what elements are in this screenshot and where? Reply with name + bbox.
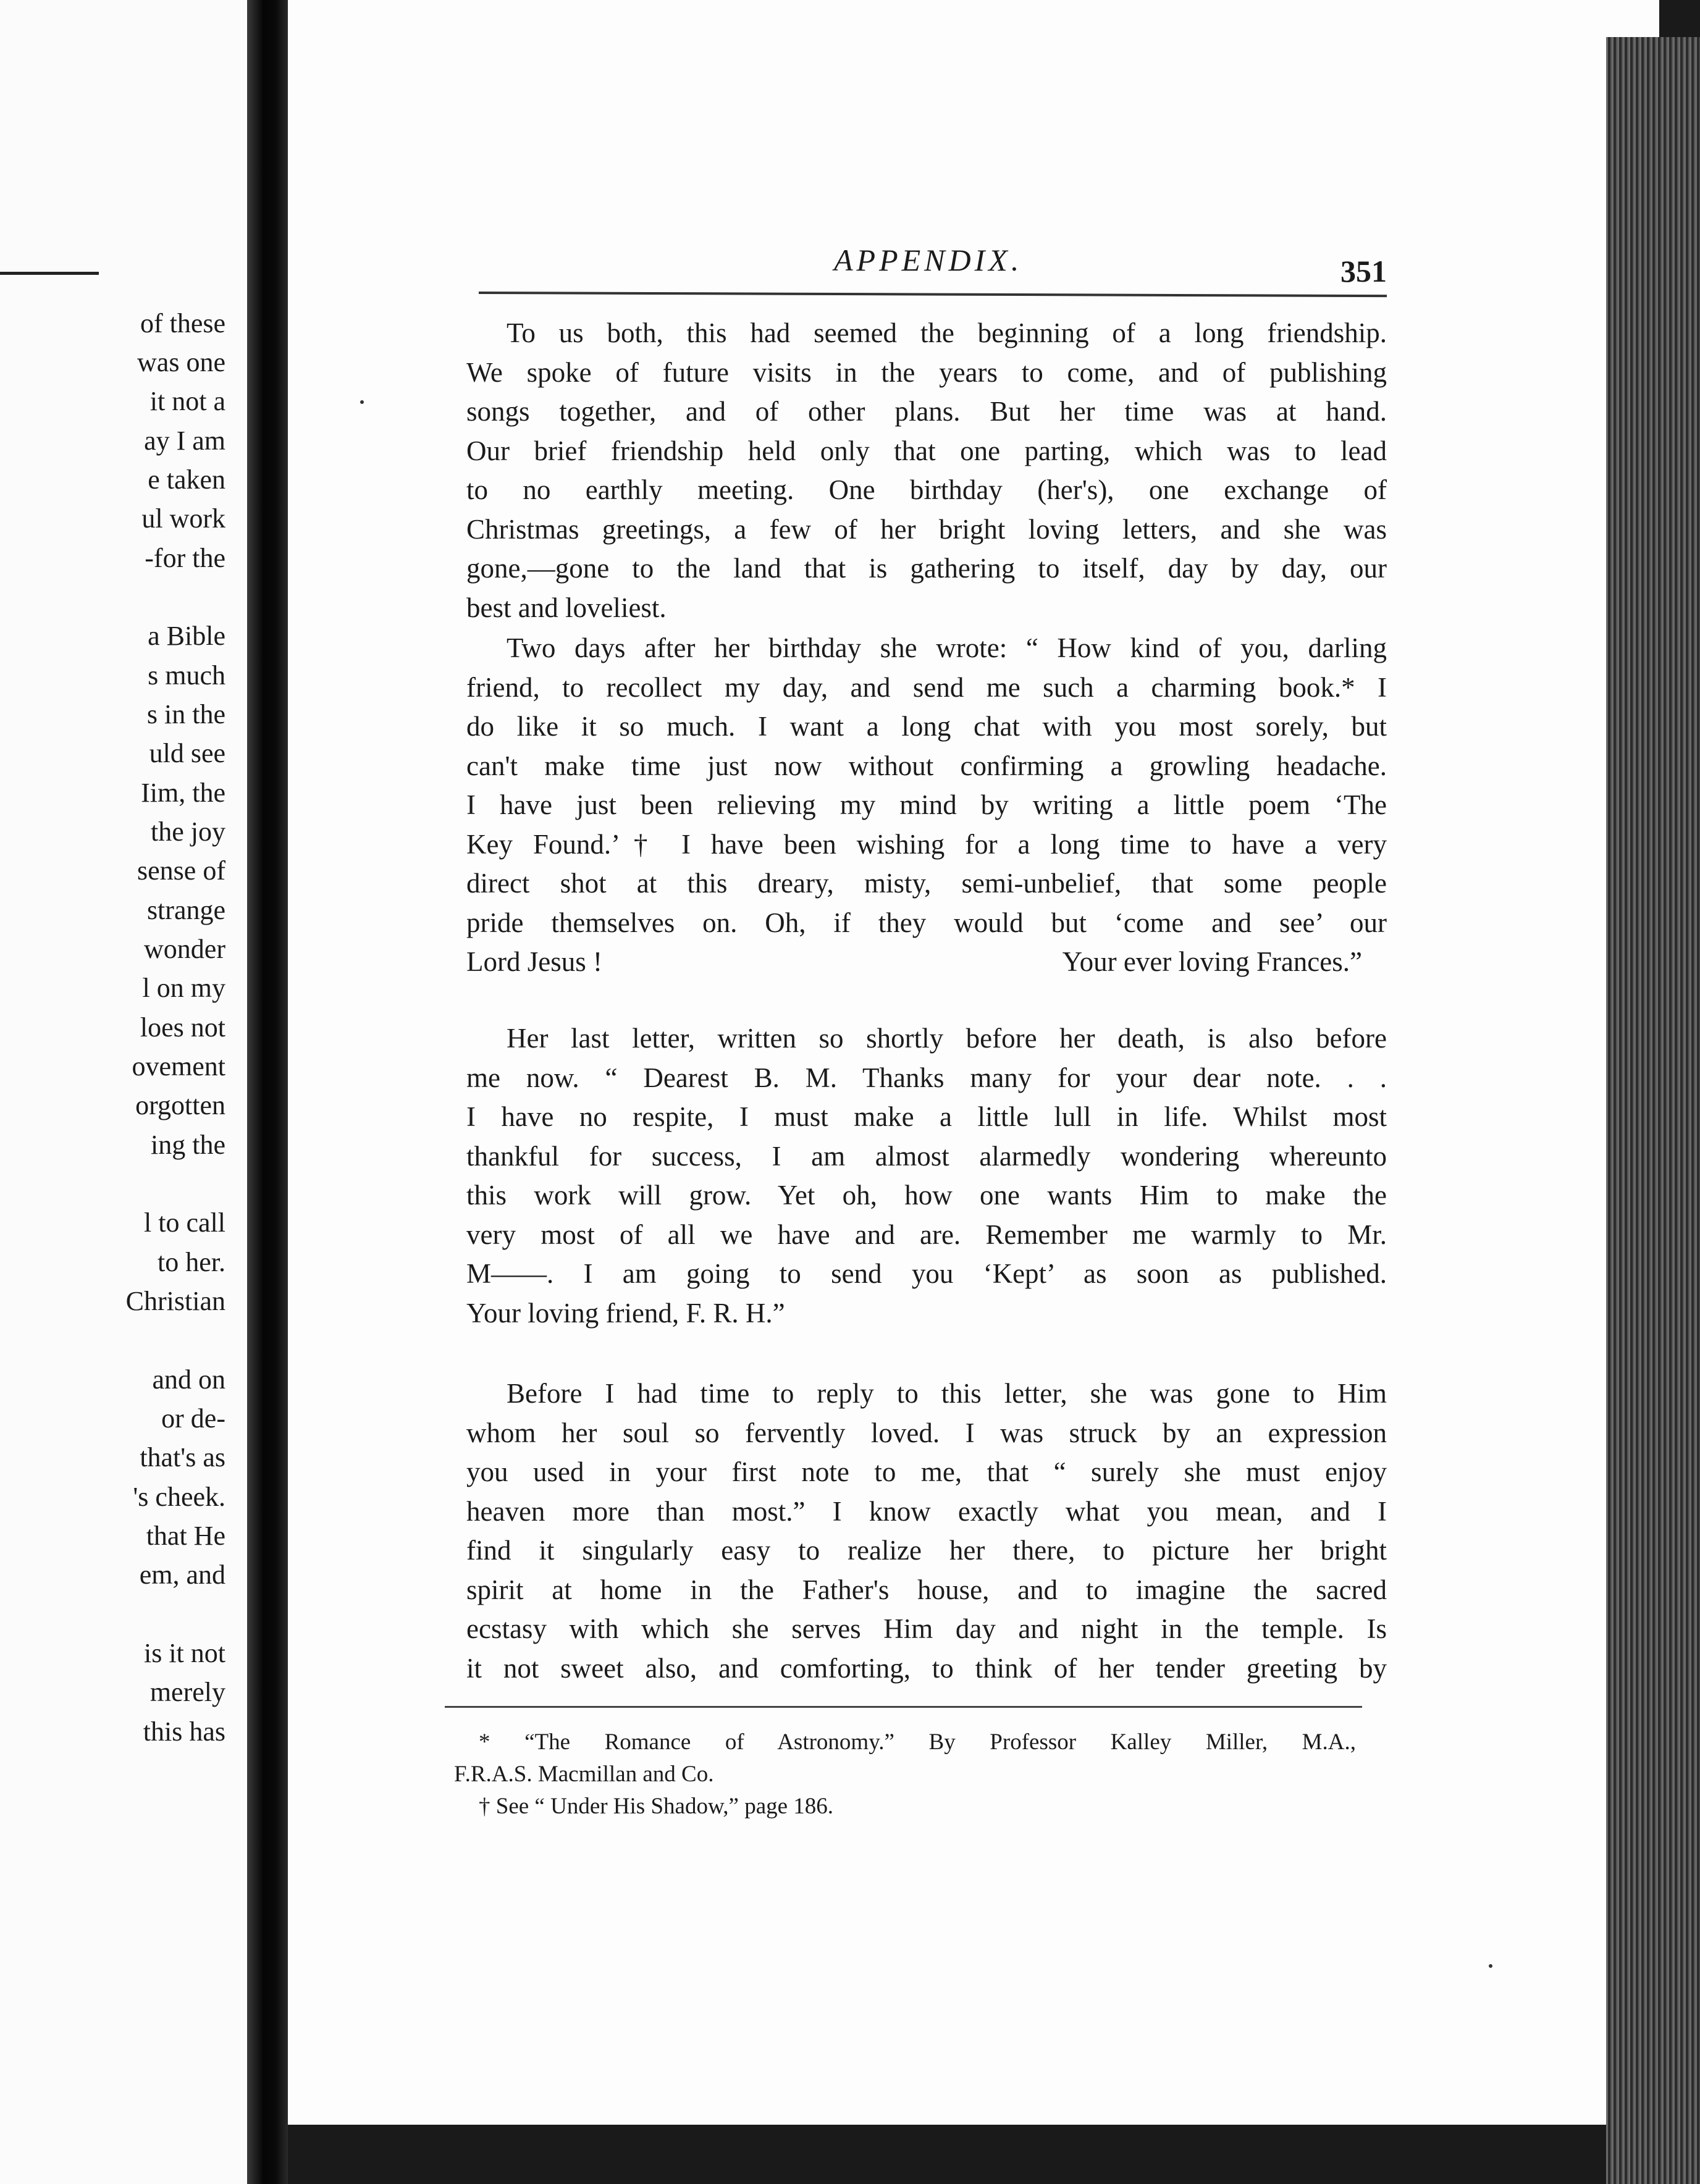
left-page-line: l on my [142, 973, 225, 1003]
left-page-rule [0, 272, 99, 275]
text-line: Your loving friend, F. R. H.” [466, 1297, 785, 1329]
text-line: me now. “ Dearest B. M. Thanks many for your dear note. . . [466, 1062, 1387, 1093]
text-line: spirit at home in the Father's house, and to imagine the sacred [466, 1574, 1387, 1605]
footnote: F.R.A.S. Macmillan and Co. [454, 1762, 714, 1787]
left-page-line: e taken [148, 464, 225, 495]
text-line: ecstasy with which she serves Him day and night in the temple. Is [466, 1613, 1387, 1644]
left-page-line: -for the [145, 543, 225, 573]
text-line: this work will grow. Yet oh, how one wants Him to make the [466, 1180, 1387, 1211]
text-line: Her last letter, written so shortly before her death, is also before [507, 1023, 1387, 1054]
text-line: to no earthly meeting. One birthday (her's), one exchange of [466, 474, 1387, 505]
left-page-line: 's cheek. [133, 1482, 225, 1512]
text-line: direct shot at this dreary, misty, semi-unbelief, that some people [466, 868, 1387, 899]
left-page-line: wonder [144, 934, 225, 964]
text-line: Two days after her birthday she wrote: “ How kind of you, darling [507, 632, 1387, 663]
text-line: whom her soul so fervently loved. I was struck by an expression [466, 1417, 1387, 1448]
paragraph-4 [466, 1374, 1387, 1688]
text-line: Our brief friendship held only that one parting, which was to lead [466, 435, 1387, 466]
print-speck [360, 400, 364, 404]
left-page-line: that He [146, 1521, 225, 1551]
text-line: heaven more than most.” I know exactly what you mean, and I [466, 1495, 1387, 1527]
left-page-line: merely [149, 1677, 225, 1707]
text-line: M——. I am going to send you ‘Kept’ as soon as published. [466, 1258, 1387, 1289]
left-page-line: Christian [125, 1286, 225, 1316]
left-page-line: ovement [132, 1051, 225, 1082]
left-facing-page [0, 0, 247, 2184]
print-speck [1489, 1964, 1492, 1968]
left-page-line: this has [143, 1716, 225, 1747]
left-page-line: Iim, the [141, 778, 225, 808]
paragraph-2 [466, 629, 1387, 982]
left-page-line: loes not [140, 1012, 225, 1043]
left-page-line: that's as [140, 1442, 225, 1472]
left-page-line: of these [140, 308, 225, 338]
page-number: 351 [1340, 254, 1387, 288]
text-line: best and loveliest. [466, 592, 667, 623]
left-page-line: s in the [146, 699, 225, 729]
left-page-line: sense of [137, 855, 225, 886]
text-line: Key Found.’† I have been wishing for a long time to have a very [466, 828, 1387, 860]
text-line: you used in your first note to me, that “ surely she must enjoy [466, 1456, 1387, 1487]
left-page-line: em, and [139, 1560, 225, 1590]
text-line: friend, to recollect my day, and send me such a charming book.* I [466, 671, 1387, 703]
letter-closing-line [466, 943, 1387, 982]
page-edges [1606, 37, 1700, 2184]
text-line: I have no respite, I must make a little lull in life. Whilst most [466, 1101, 1387, 1132]
left-page-line: ay I am [144, 426, 225, 456]
paragraph-3 [466, 1019, 1387, 1333]
text-line: Christmas greetings, a few of her bright loving letters, and she was [466, 513, 1387, 545]
text-line: find it singularly easy to realize her there, to picture her bright [466, 1535, 1387, 1566]
text-line: We spoke of future visits in the years to come, and of publishing [466, 356, 1387, 388]
text-line: Before I had time to reply to this letter, she was gone to Him [507, 1378, 1387, 1409]
closing-left: Lord Jesus ! [466, 946, 602, 977]
running-header: APPENDIX. [834, 243, 1023, 277]
left-page-line: to her. [158, 1247, 225, 1277]
left-page-line: is it not [143, 1638, 225, 1668]
text-line: thankful for success, I am almost alarmedly wondering whereunto [466, 1140, 1387, 1172]
text-line: To us both, this had seemed the beginning of a long friendship. [507, 317, 1387, 348]
book-gutter [247, 0, 288, 2184]
left-page-line: a Bible [148, 621, 225, 651]
left-page-line: l to call [144, 1208, 225, 1238]
left-page-line: ul work [141, 503, 225, 534]
left-page-line: it not a [149, 386, 225, 416]
text-line: songs together, and of other plans. But her time was at hand. [466, 396, 1387, 427]
left-page-line: or de- [161, 1403, 225, 1434]
paragraph-1 [466, 314, 1387, 628]
text-line: gone,—gone to the land that is gathering to itself, day by day, our [466, 553, 1387, 584]
footnotes [454, 1726, 1356, 1823]
left-page-line: orgotten [135, 1090, 225, 1120]
left-page-line: strange [146, 895, 225, 925]
signature: Your ever loving Frances.” [1062, 946, 1362, 977]
text-line: can't make time just now without confirming a growling headache. [466, 750, 1387, 781]
footnote: * “The Romance of Astronomy.” By Professor Kalley Miller, M.A., [479, 1729, 1356, 1755]
text-line: pride themselves on. Oh, if they would but ‘come and see’ our [466, 907, 1387, 938]
left-page-line: the joy [151, 817, 225, 847]
left-page-line: ing the [151, 1130, 225, 1160]
text-line: do like it so much. I want a long chat with you most sorely, but [466, 711, 1387, 742]
left-page-line: uld see [149, 738, 225, 768]
text-line: very most of all we have and are. Remember me warmly to Mr. [466, 1219, 1387, 1250]
left-page-line: and on [152, 1364, 225, 1395]
text-line: it not sweet also, and comforting, to think of her tender greeting by [466, 1652, 1387, 1684]
left-page-line: was one [137, 347, 225, 377]
footnote: † See “ Under His Shadow,” page 186. [479, 1794, 834, 1819]
left-page-line: s much [148, 660, 225, 691]
footnote-rule [445, 1706, 1362, 1708]
text-line: I have just been relieving my mind by writing a little poem ‘The [466, 789, 1387, 820]
